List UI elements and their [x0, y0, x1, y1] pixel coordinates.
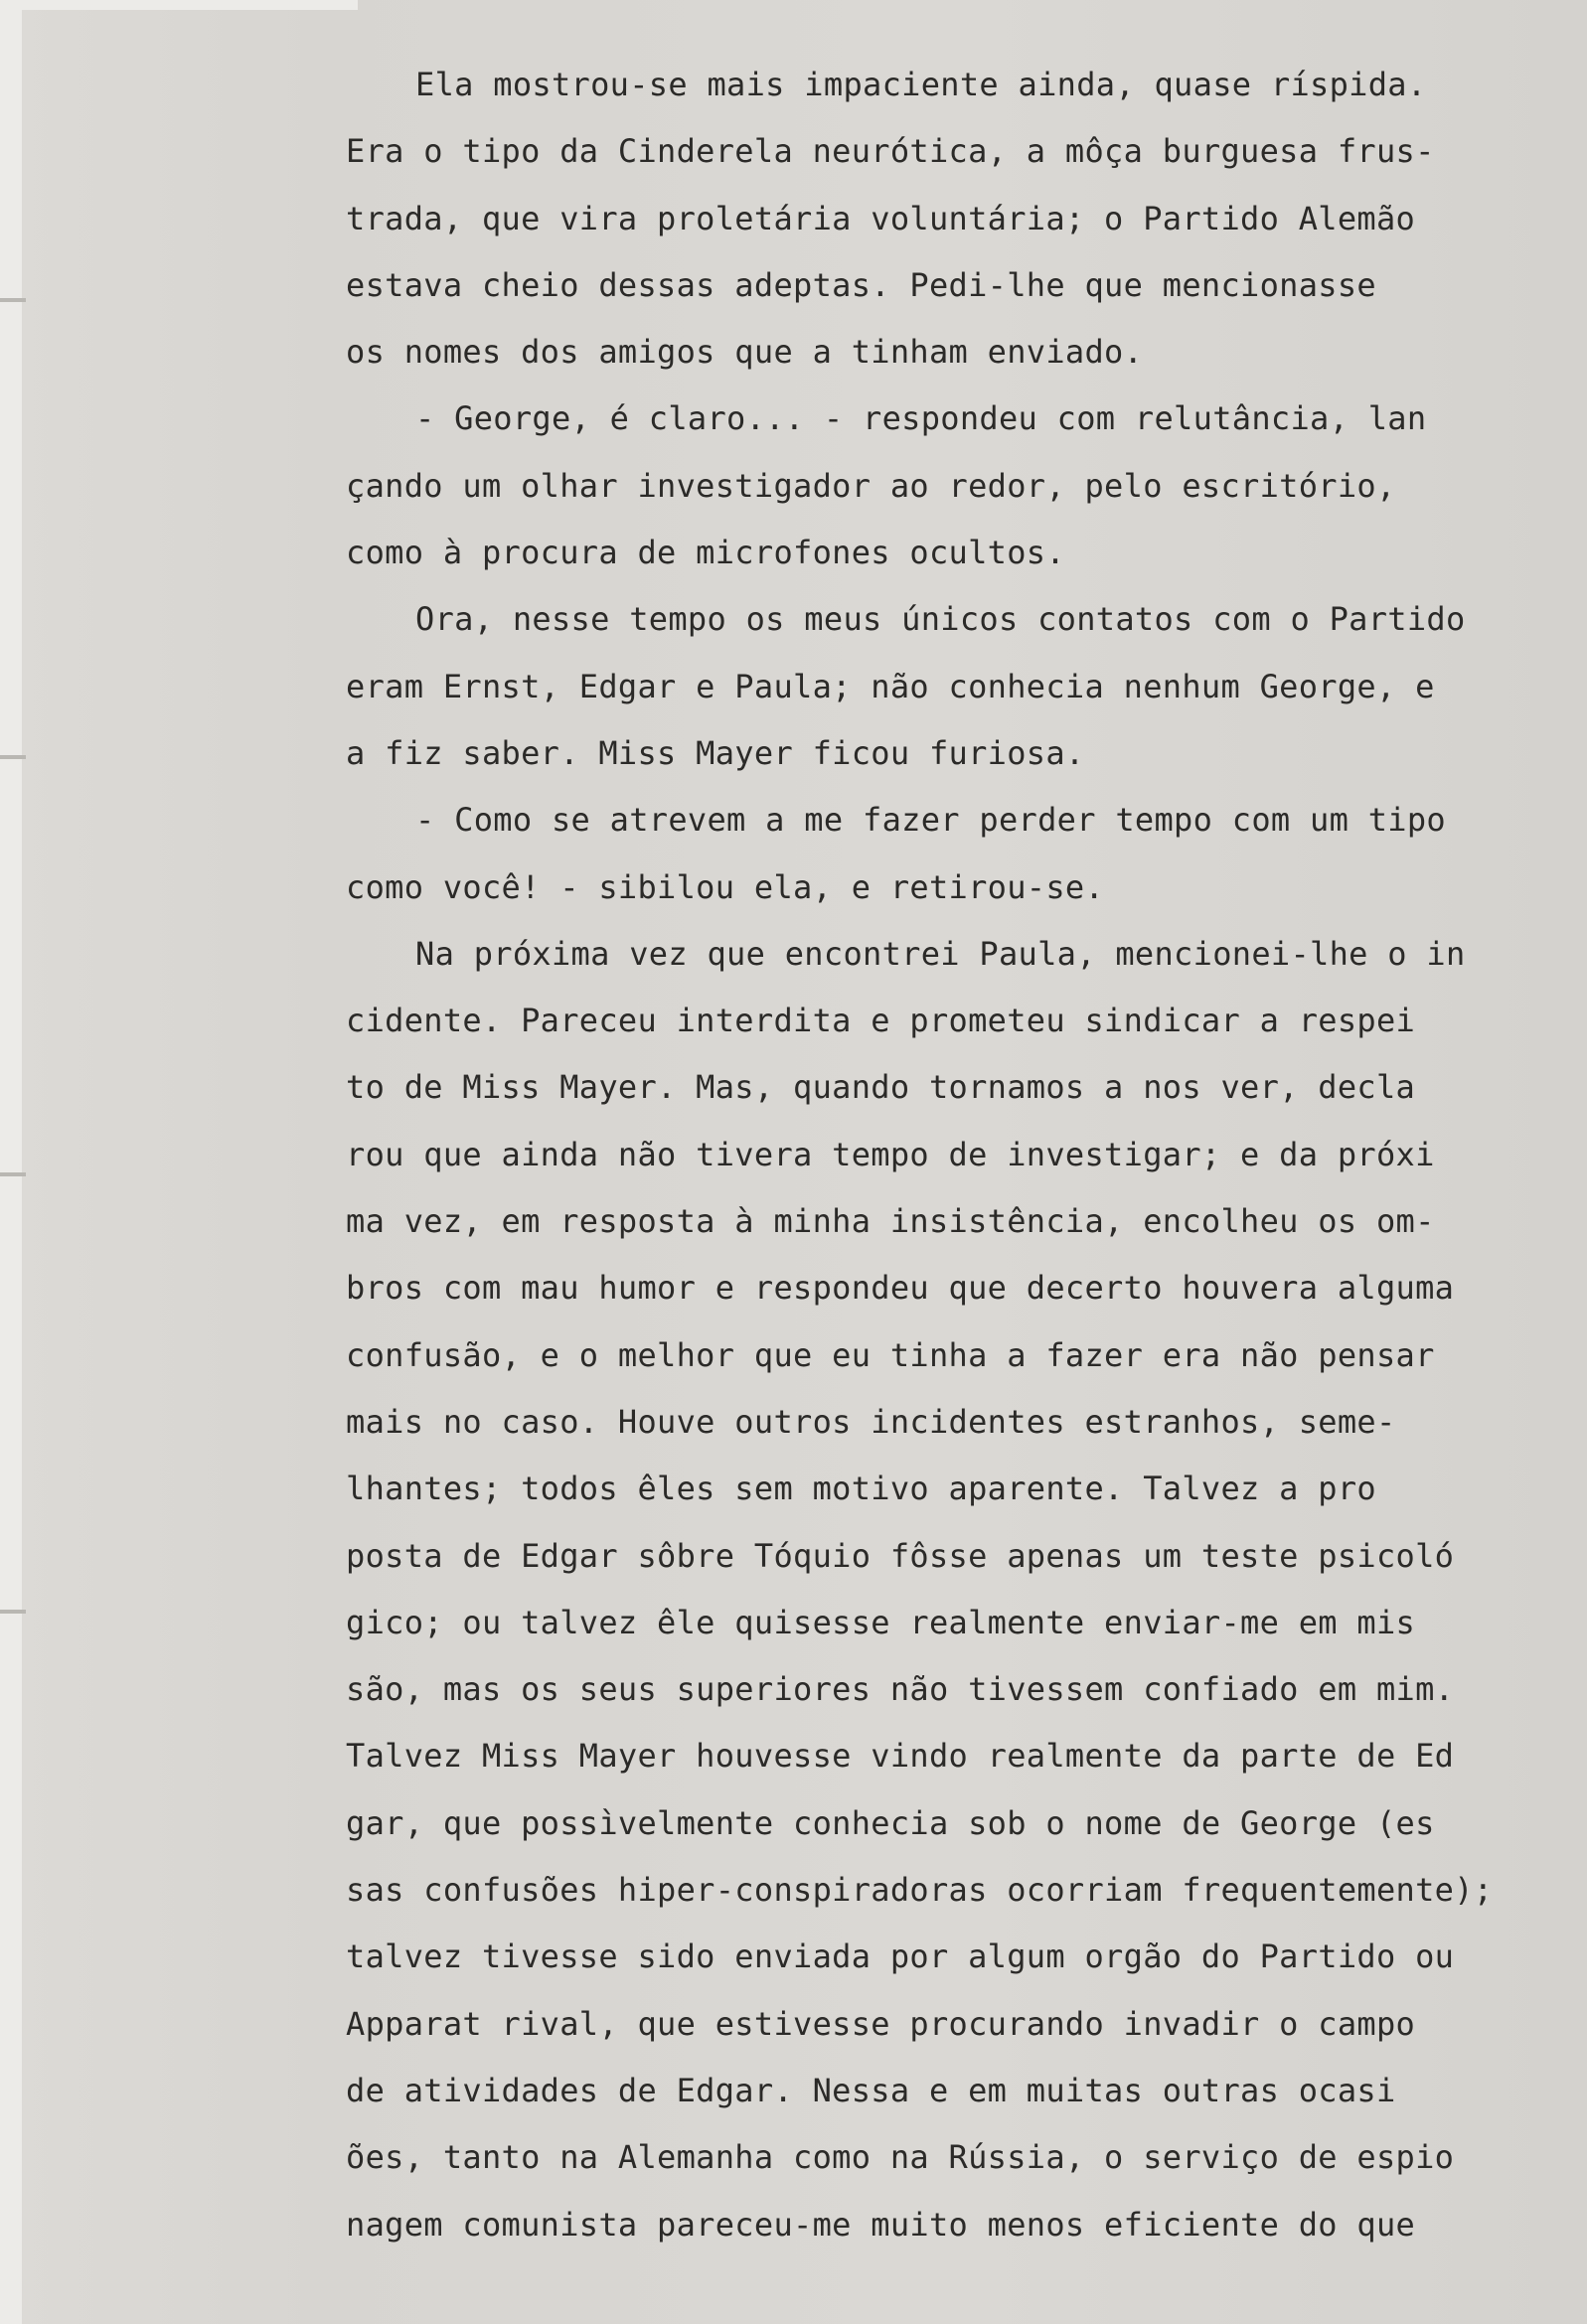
scan-top-strip: [0, 0, 358, 10]
text-line: Era o tipo da Cinderela neurótica, a môça burguesa frus-: [346, 132, 1435, 171]
text-line: posta de Edgar sôbre Tóquio fôsse apenas um teste psicoló: [346, 1536, 1455, 1575]
scan-edge-mark: [0, 298, 26, 302]
text-line: to de Miss Mayer. Mas, quando tornamos a nos ver, decla: [346, 1068, 1416, 1107]
text-line: bros com mau humor e respondeu que decerto houvera alguma: [346, 1269, 1455, 1308]
text-line: como você! - sibilou ela, e retirou-se.: [346, 867, 1105, 906]
text-line: de atividades de Edgar. Nessa e em muitas outras ocasi: [346, 2071, 1396, 2109]
text-line: - George, é claro... - respondeu com relutância, lan: [415, 399, 1427, 438]
text-line: ma vez, em resposta à minha insistência, encolheu os om-: [346, 1202, 1435, 1241]
text-line: trada, que vira proletária voluntária; o Partido Alemão: [346, 199, 1416, 237]
text-line: çando um olhar investigador ao redor, pelo escritório,: [346, 466, 1396, 505]
text-line: gico; ou talvez êle quisesse realmente enviar-me em mis: [346, 1603, 1416, 1641]
text-line: - Como se atrevem a me fazer perder tempo com um tipo: [415, 801, 1446, 840]
text-line: mais no caso. Houve outros incidentes estranhos, seme-: [346, 1402, 1396, 1441]
text-line: como à procura de microfones ocultos.: [346, 534, 1065, 572]
text-line: Apparat rival, que estivesse procurando invadir o campo: [346, 2004, 1416, 2043]
text-line: confusão, e o melhor que eu tinha a fazer era não pensar: [346, 1335, 1435, 1374]
text-line: cidente. Pareceu interdita e prometeu sindicar a respei: [346, 1002, 1416, 1040]
text-line: Talvez Miss Mayer houvesse vindo realmente da parte de Ed: [346, 1737, 1455, 1776]
text-line: talvez tivesse sido enviada por algum orgão do Partido ou: [346, 1937, 1455, 1976]
text-line: eram Ernst, Edgar e Paula; não conhecia nenhum George, e: [346, 667, 1435, 705]
text-line: Ela mostrou-se mais impaciente ainda, quase ríspida.: [415, 66, 1427, 103]
text-line: nagem comunista pareceu-me muito menos eficiente do que: [346, 2205, 1416, 2244]
text-line: os nomes dos amigos que a tinham enviado.: [346, 333, 1144, 372]
scan-edge-mark: [0, 1610, 26, 1614]
scan-edge-strip: [0, 0, 22, 2324]
text-line: a fiz saber. Miss Mayer ficou furiosa.: [346, 733, 1085, 772]
text-line: sas confusões hiper-conspiradoras ocorriam frequentemente);: [346, 1871, 1494, 1910]
typed-text-body: [346, 52, 1494, 2258]
text-line: lhantes; todos êles sem motivo aparente. Talvez a pro: [346, 1470, 1376, 1508]
text-line: ões, tanto na Alemanha como na Rússia, o serviço de espio: [346, 2138, 1455, 2177]
text-line: rou que ainda não tivera tempo de investigar; e da próxi: [346, 1135, 1435, 1173]
text-line: são, mas os seus superiores não tivessem confiado em mim.: [346, 1670, 1455, 1709]
scan-edge-mark: [0, 1172, 26, 1176]
text-line: gar, que possìvelmente conhecia sob o nome de George (es: [346, 1803, 1435, 1842]
text-line: Na próxima vez que encontrei Paula, mencionei-lhe o in: [415, 934, 1466, 973]
text-line: estava cheio dessas adeptas. Pedi-lhe que mencionasse: [346, 265, 1376, 304]
text-line: Ora, nesse tempo os meus únicos contatos com o Partido: [415, 600, 1466, 639]
scan-edge-mark: [0, 755, 26, 759]
